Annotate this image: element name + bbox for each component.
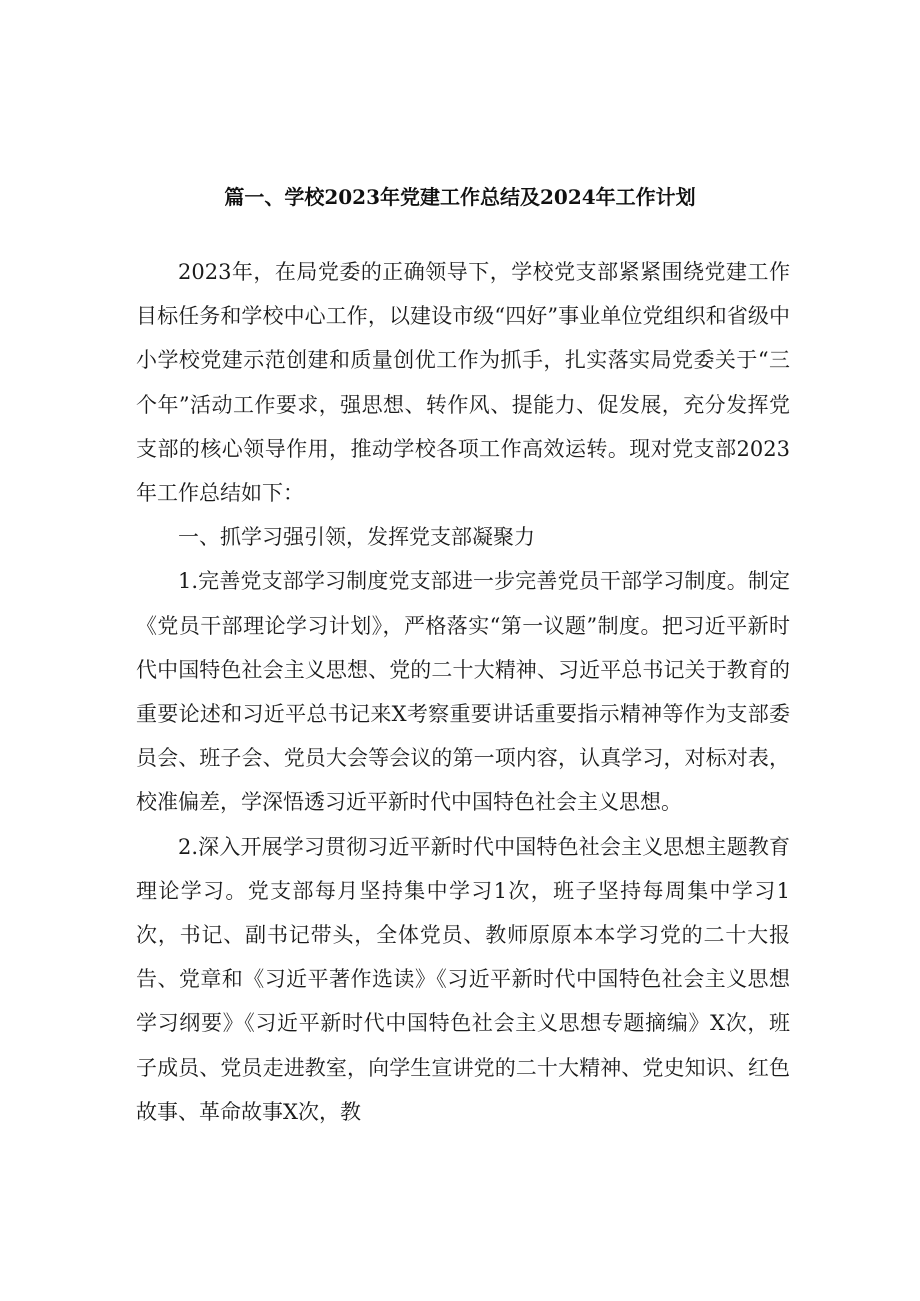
document-title: 篇一、学校2023年党建工作总结及2024年工作计划: [224, 185, 696, 209]
paragraph-intro: 2023年，在局党委的正确领导下，学校党支部紧紧围绕党建工作目标任务和学校中心工作，以建设市级“四好”事业单位党组织和省级中小学校党建示范创建和质量创优工作为抓手，扎实落实局党委关于“三个年”活动工作要求，强思想、转作风、提能力、促发展，充分发挥党支部的核心领导作用，推动学校各项工作高效运转。现对党支部2023年工作总结如下：: [136, 260, 790, 506]
section-heading: 一、抓学习强引领，发挥党支部凝聚力: [178, 525, 535, 550]
document-body: [136, 250, 790, 1134]
paragraph-item-1: 1.完善党支部学习制度党支部进一步完善党员干部学习制度。制定《党员干部理论学习计划》，严格落实“第一议题”制度。把习近平新时代中国特色社会主义思想、党的二十大精神、习近平总书记关于教育的重要论述和习近平总书记来X考察重要讲话重要指示精神等作为支部委员会、班子会、党员大会等会议的第一项内容，认真学习，对标对表，校准偏差，学深悟透习近平新时代中国特色社会主义思想。: [136, 569, 790, 815]
paragraph-item-2: 2.深入开展学习贯彻习近平新时代中国特色社会主义思想主题教育理论学习。党支部每月坚持集中学习1次，班子坚持每周集中学习1次，书记、副书记带头，全体党员、教师原原本本学习党的二十大报告、党章和《习近平著作选读》《习近平新时代中国特色社会主义思想学习纲要》《习近平新时代中国特色社会主义思想专题摘编》X次，班子成员、党员走进教室，向学生宣讲党的二十大精神、党史知识、红色故事、革命故事X次，教: [136, 834, 790, 1124]
